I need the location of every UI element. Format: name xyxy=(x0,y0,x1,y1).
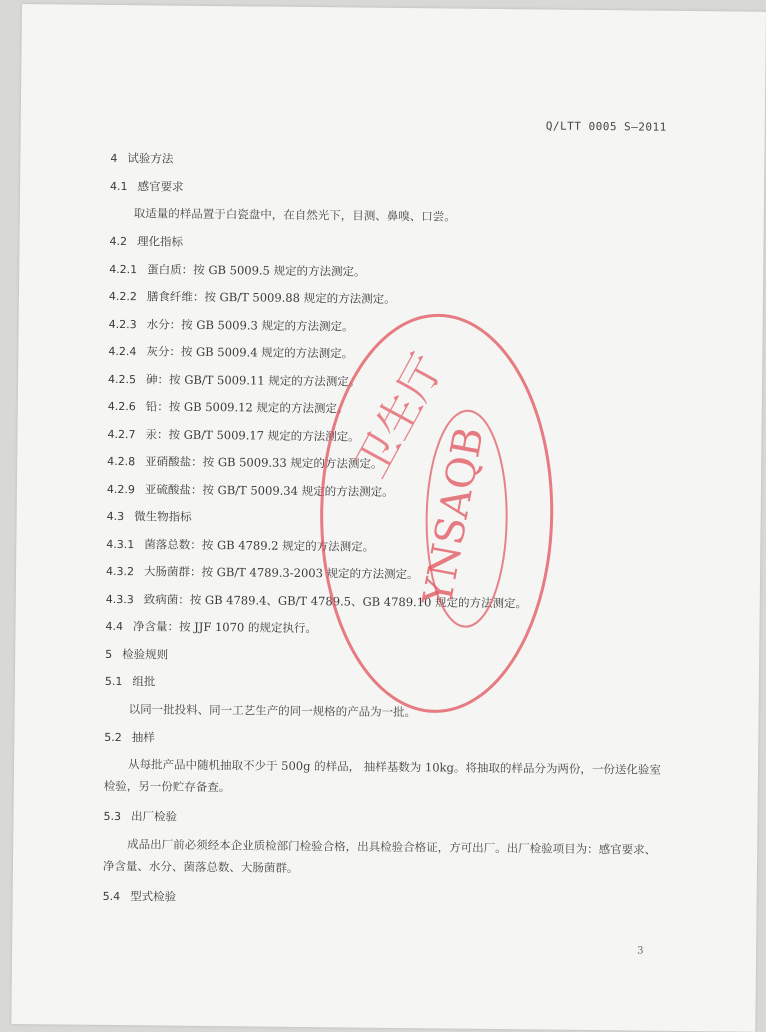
section-text: 灰分：按 GB 5009.4 规定的方法测定。 xyxy=(146,344,354,361)
section-text: 砷：按 GB/T 5009.11 规定的方法测定。 xyxy=(146,371,361,389)
section-text: 微生物指标 xyxy=(134,509,192,524)
section-number: 4.2.1 xyxy=(109,262,138,276)
section-line xyxy=(107,508,192,525)
section-number: 4.2.6 xyxy=(107,399,136,414)
section-number: 5 xyxy=(105,647,113,661)
section-number: 4.2.4 xyxy=(108,344,137,359)
section-line xyxy=(109,233,183,250)
section-line xyxy=(105,673,156,690)
paragraph: 取适量的样品置于白瓷盘中，在自然光下，目测、鼻嗅、口尝。 xyxy=(133,206,456,224)
section-number: 5.2 xyxy=(104,730,122,744)
section-text: 型式检验 xyxy=(130,888,177,904)
section-text: 膳食纤维：按 GB/T 5009.88 规定的方法测定。 xyxy=(146,289,396,306)
section-number: 4 xyxy=(110,151,118,166)
section-text: 试验方法 xyxy=(127,151,174,166)
section-number: 5.1 xyxy=(104,674,123,689)
section-line xyxy=(110,150,173,167)
section-line xyxy=(110,177,184,194)
section-text: 汞：按 GB/T 5009.17 规定的方法测定。 xyxy=(145,426,360,444)
section-text: 致病菌：按 GB 4789.4、GB/T 4789.5、GB 4789.10 规定的方法测定。 xyxy=(143,591,528,610)
section-line xyxy=(108,398,349,417)
section-line xyxy=(105,618,317,636)
section-number: 4.2.9 xyxy=(106,482,135,496)
section-text: 蛋白质：按 GB 5009.5 规定的方法测定。 xyxy=(147,261,366,279)
section-number: 4.2.7 xyxy=(107,427,136,441)
page-number: 3 xyxy=(637,945,644,957)
seal-inner-text: YNSAQB xyxy=(414,423,494,609)
section-number: 4.2.5 xyxy=(108,372,137,386)
section-number: 5.4 xyxy=(102,889,121,903)
section-line xyxy=(105,645,168,662)
section-text: 水分：按 GB 5009.3 规定的方法测定。 xyxy=(146,316,354,333)
section-number: 4.4 xyxy=(105,619,124,634)
section-text: 菌落总数：按 GB 4789.2 规定的方法测定。 xyxy=(144,536,375,554)
section-text: 大肠菌群：按 GB/T 4789.3-2003 规定的方法测定。 xyxy=(143,564,419,582)
section-text: 组批 xyxy=(132,674,156,689)
paragraph: 以同一批投料、同一工艺生产的同一规格的产品为一批。 xyxy=(128,701,417,719)
section-number: 4.2.2 xyxy=(108,289,138,304)
section-line xyxy=(104,728,155,745)
section-text: 净含量：按 JJF 1070 的规定执行。 xyxy=(132,619,317,636)
section-text: 理化指标 xyxy=(136,234,184,249)
section-text: 出厂检验 xyxy=(130,809,178,824)
document-code: Q/LTT 0005 S—2011 xyxy=(545,119,667,134)
document-page xyxy=(11,4,766,1032)
section-line xyxy=(103,808,177,825)
section-number: 4.2.8 xyxy=(107,454,136,469)
section-text: 铅：按 GB 5009.12 规定的方法测定。 xyxy=(145,399,349,416)
section-line xyxy=(108,343,353,362)
section-number: 4.1 xyxy=(110,179,128,193)
official-seal xyxy=(315,307,559,719)
section-text: 亚硝酸盐：按 GB 5009.33 规定的方法测定。 xyxy=(145,454,383,471)
section-number: 4.3.2 xyxy=(105,564,135,579)
section-number: 4.3.1 xyxy=(106,537,135,551)
section-line xyxy=(109,260,365,279)
section-line xyxy=(109,288,396,307)
section-number: 4.2 xyxy=(109,234,128,249)
section-number: 4.3.3 xyxy=(105,592,134,606)
section-number: 4.2.3 xyxy=(108,317,137,331)
section-number: 4.3 xyxy=(106,509,125,524)
section-text: 感官要求 xyxy=(137,178,184,194)
section-text: 检验规则 xyxy=(122,646,169,662)
section-text: 亚硫酸盐：按 GB/T 5009.34 规定的方法测定。 xyxy=(144,481,394,499)
seal-outer-text: 卫生厅 xyxy=(345,346,454,487)
section-line xyxy=(103,887,177,904)
paragraph: 成品出厂前必须经本企业质检部门检验合格，出具检验合格证，方可出厂。出厂检验项目为：感官要求、净含量、水分、菌落总数、大肠菌群。 xyxy=(102,836,657,875)
section-text: 抽样 xyxy=(131,729,155,744)
section-line xyxy=(109,315,354,334)
section-number: 5.3 xyxy=(103,809,122,824)
paragraph: 从每批产品中随机抽取不少于 500g 的样品， 抽样基数为 10kg。将抽取的样品分为两份，一份送化验室检验，另一份贮存备查。 xyxy=(103,757,661,795)
